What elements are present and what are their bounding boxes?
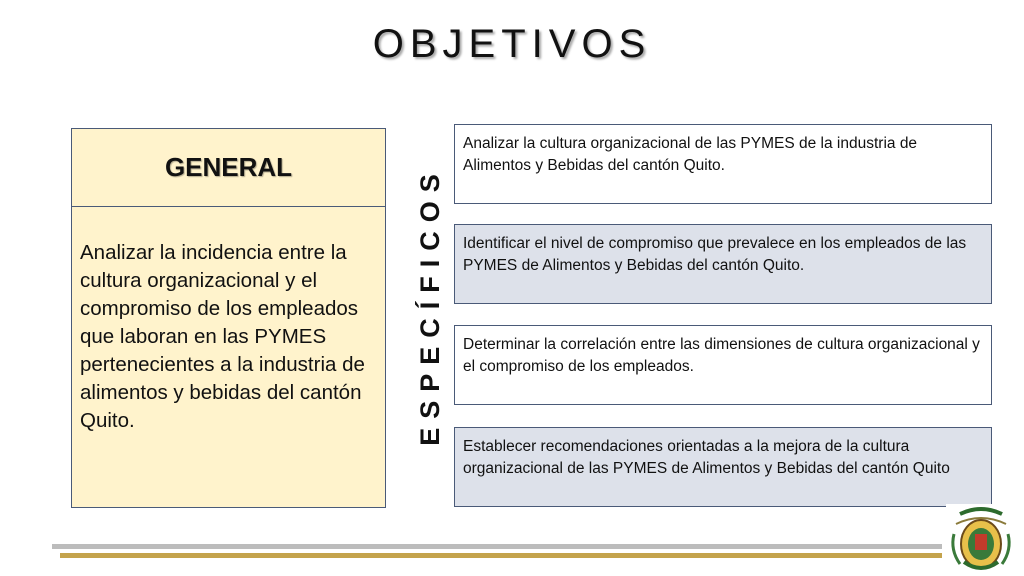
specific-objective-box: Analizar la cultura organizacional de las PYMES de la industria de Alimentos y Bebidas del cantón Quito. [454,124,992,204]
page-title: OBJETIVOS [372,22,652,66]
specific-objective-box: Identificar el nivel de compromiso que prevalece en los empleados de las PYMES de Alimentos y Bebidas del cantón Quito. [454,224,992,304]
specific-objective-box: Determinar la correlación entre las dimensiones de cultura organizacional y el compromiso de los empleados. [454,325,992,405]
decorative-line-gray [52,544,942,549]
general-objective-text: Analizar la incidencia entre la cultura organizacional y el compromiso de los empleados que laboran en las PYMES pertenecientes a la industria de alimentos y bebidas del cantón Quito. [80,241,365,432]
general-objective-box [71,128,386,508]
general-heading: GENERAL [72,129,385,207]
especificos-label-wrapper [405,164,455,446]
university-coat-of-arms-icon [946,504,1016,576]
specific-objective-box: Establecer recomendaciones orientadas a la mejora de la cultura organizacional de las PYMES de Alimentos y Bebidas del cantón Quito [454,427,992,507]
decorative-line-gold [60,553,942,558]
especificos-label: ESPECÍFICOS [414,164,445,446]
